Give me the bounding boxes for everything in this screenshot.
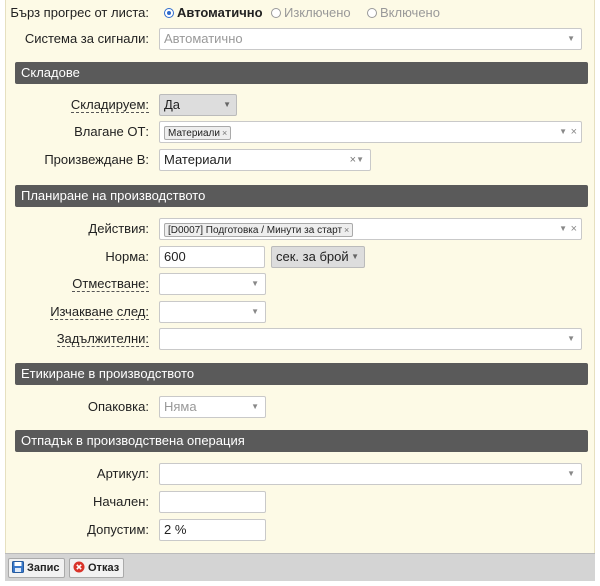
section-waste: Отпадък в производствена операция	[15, 430, 588, 452]
clear-x-icon[interactable]: ×	[349, 154, 356, 166]
wait-after-label: Изчакване след:	[50, 304, 149, 319]
norm-label: Норма:	[105, 249, 149, 264]
article-row	[6, 463, 594, 485]
actions-row	[6, 218, 594, 240]
chevron-down-icon: ▼	[251, 402, 259, 411]
packaging-row	[6, 396, 594, 418]
norm-unit-select[interactable]: сек. за брой ▼	[271, 246, 365, 268]
chevron-down-icon[interactable]: ▼	[559, 224, 567, 233]
chevron-down-icon[interactable]: ▼	[356, 155, 364, 164]
quick-progress-label: Бърз прогрес от листа:	[10, 5, 149, 20]
save-button[interactable]: Запис	[8, 558, 65, 578]
initial-row	[6, 491, 594, 513]
signal-system-label: Система за сигнали:	[24, 31, 149, 46]
allowed-label: Допустим:	[87, 522, 149, 537]
produce-in-select[interactable]: Материали × ▼	[159, 149, 371, 171]
wait-after-select[interactable]	[159, 301, 266, 323]
tag-remove-icon: ×	[221, 128, 228, 138]
signal-system-select[interactable]: Автоматично ▼	[159, 28, 582, 50]
actions-multiselect[interactable]	[159, 218, 582, 240]
initial-label: Начален:	[93, 494, 149, 509]
produce-in-row	[6, 149, 594, 171]
chevron-down-icon: ▼	[567, 334, 575, 343]
input-from-row	[6, 121, 594, 143]
offset-select[interactable]	[159, 273, 266, 295]
form-panel	[5, 0, 595, 553]
offset-row	[6, 273, 594, 295]
chevron-down-icon: ▼	[223, 100, 231, 109]
stockable-select[interactable]: Да ▼	[159, 94, 237, 116]
norm-input[interactable]: 600	[159, 246, 265, 268]
radio-disabled[interactable]: Изключено	[271, 2, 351, 24]
chevron-down-icon: ▼	[251, 307, 259, 316]
chevron-down-icon: ▼	[351, 252, 359, 261]
radio-dot-icon	[367, 8, 377, 18]
clear-x-icon[interactable]: ×	[570, 223, 577, 235]
section-labeling: Етикиране в производството	[15, 363, 588, 385]
chevron-down-icon: ▼	[567, 469, 575, 478]
norm-row	[6, 246, 594, 268]
offset-label: Отместване:	[72, 276, 149, 291]
stockable-label: Складируем:	[70, 97, 149, 112]
radio-dot-icon	[164, 8, 174, 18]
article-select[interactable]	[159, 463, 582, 485]
initial-input[interactable]	[159, 491, 266, 513]
section-planning: Планиране на производството	[15, 185, 588, 207]
input-from-multiselect[interactable]	[159, 121, 582, 143]
packaging-select[interactable]: Няма ▼	[159, 396, 266, 418]
footer-toolbar	[5, 553, 595, 581]
clear-x-icon[interactable]: ×	[570, 126, 577, 138]
radio-automatic[interactable]: Автоматично	[164, 2, 263, 24]
packaging-label: Опаковка:	[87, 399, 149, 414]
mandatory-row	[6, 328, 594, 350]
actions-label: Действия:	[88, 221, 149, 236]
tag-remove-icon: ×	[344, 225, 350, 235]
cancel-button[interactable]: Отказ	[69, 558, 124, 578]
radio-enabled[interactable]: Включено	[367, 2, 440, 24]
chevron-down-icon: ▼	[251, 279, 259, 288]
stockable-row	[6, 94, 594, 116]
allowed-row	[6, 519, 594, 541]
selected-tag[interactable]: Материали ×	[164, 126, 231, 140]
quick-progress-row	[6, 2, 594, 24]
signal-system-row	[6, 28, 594, 50]
mandatory-label: Задължителни:	[56, 331, 149, 346]
radio-dot-icon	[271, 8, 281, 18]
allowed-input[interactable]: 2 %	[159, 519, 266, 541]
selected-tag[interactable]: [D0007] Подготовка / Минути за старт ×	[164, 223, 353, 237]
input-from-label: Влагане ОТ:	[74, 124, 149, 139]
wait-after-row	[6, 301, 594, 323]
chevron-down-icon: ▼	[567, 34, 575, 43]
chevron-down-icon[interactable]: ▼	[559, 127, 567, 136]
cancel-circle-icon	[73, 561, 85, 579]
produce-in-label: Произвеждане В:	[44, 152, 149, 167]
floppy-disk-icon	[12, 561, 24, 579]
mandatory-select[interactable]	[159, 328, 582, 350]
section-warehouses: Складове	[15, 62, 588, 84]
article-label: Артикул:	[96, 466, 149, 481]
